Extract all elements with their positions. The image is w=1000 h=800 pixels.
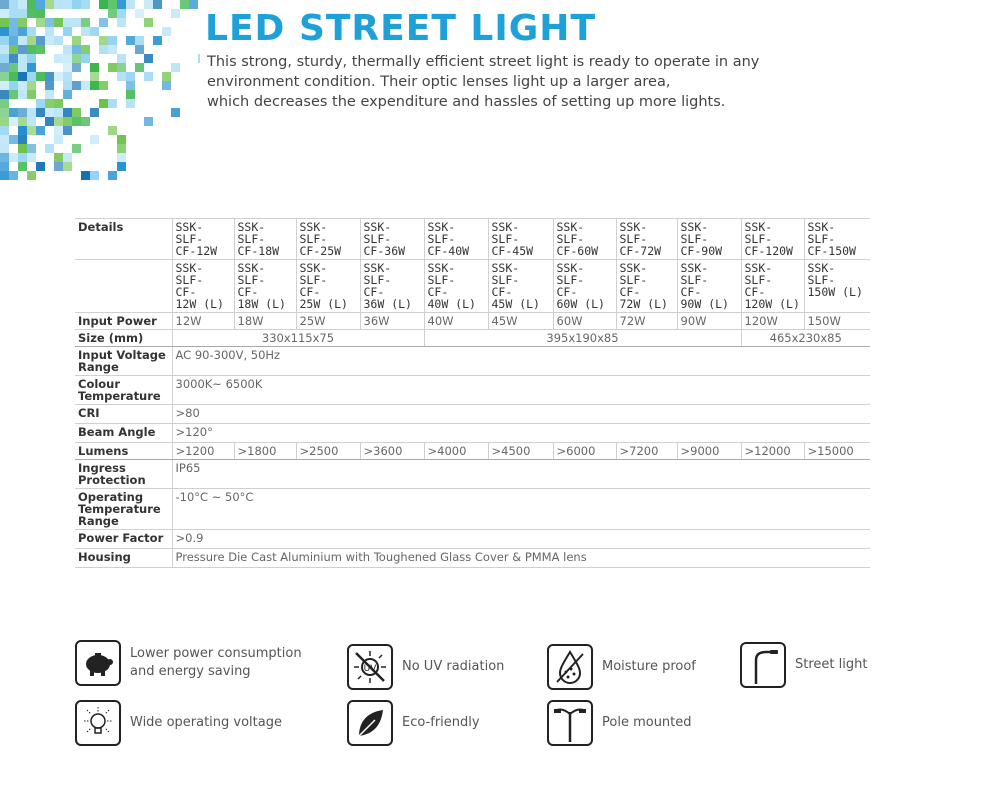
spec-table xyxy=(75,218,870,568)
model-cell: SSK- SLF- CF-25W xyxy=(296,219,360,260)
input-voltage-label: Input Voltage Range xyxy=(75,347,172,376)
input-power-cell: 60W xyxy=(553,313,616,330)
svg-text:UV: UV xyxy=(363,664,377,674)
housing-label: Housing xyxy=(75,549,172,568)
feature-label-line: and energy saving xyxy=(130,664,251,679)
input-power-cell: 25W xyxy=(296,313,360,330)
model-l-cell: SSK- SLF- 150W (L) xyxy=(804,260,870,313)
lumens-cell: >1200 xyxy=(172,443,234,460)
power-factor-label: Power Factor xyxy=(75,530,172,549)
feature-pole-mounted xyxy=(547,700,692,746)
feature-label-line: Lower power consumption xyxy=(130,646,302,661)
lumens-cell: >4500 xyxy=(488,443,553,460)
model-cell: SSK- SLF- CF-40W xyxy=(424,219,488,260)
lumens-row xyxy=(75,443,870,460)
lumens-cell: >2500 xyxy=(296,443,360,460)
input-power-cell: 45W xyxy=(488,313,553,330)
size-cell: 330x115x75 xyxy=(172,330,424,347)
lumens-cell: >15000 xyxy=(804,443,870,460)
model-l-cell: SSK- SLF- CF- 60W (L) xyxy=(553,260,616,313)
model-cell: SSK- SLF- CF-45W xyxy=(488,219,553,260)
input-power-row xyxy=(75,313,870,330)
lumens-cell: >12000 xyxy=(741,443,804,460)
housing-value: Pressure Die Cast Aluminium with Toughened Glass Cover & PMMA lens xyxy=(172,549,870,568)
models-row xyxy=(75,219,870,260)
model-cell: SSK- SLF- CF-60W xyxy=(553,219,616,260)
cri-value: >80 xyxy=(172,405,870,424)
beam-angle-label: Beam Angle xyxy=(75,424,172,443)
input-voltage-row xyxy=(75,347,870,376)
pole-mounted-icon xyxy=(547,700,593,746)
models-l-row xyxy=(75,260,870,313)
model-l-cell: SSK- SLF- CF- 120W (L) xyxy=(741,260,804,313)
model-l-cell: SSK- SLF- CF- 36W (L) xyxy=(360,260,424,313)
model-l-cell: SSK- SLF- CF- 25W (L) xyxy=(296,260,360,313)
lumens-label: Lumens xyxy=(75,443,172,460)
piggy-bank-icon xyxy=(75,640,121,686)
ingress-protection-row xyxy=(75,460,870,489)
housing-row xyxy=(75,549,870,568)
size-row xyxy=(75,330,870,347)
intro-line-1: This strong, sturdy, thermally efficient street light is ready to operate in any xyxy=(207,54,760,70)
model-cell: SSK- SLF- CF-12W xyxy=(172,219,234,260)
street-light-icon xyxy=(740,642,786,688)
lumens-cell: >3600 xyxy=(360,443,424,460)
details-label: Details xyxy=(75,219,172,260)
model-cell: SSK- SLF- CF-72W xyxy=(616,219,677,260)
empty-cell xyxy=(75,260,172,313)
feature-label-line: Moisture proof xyxy=(602,659,696,674)
size-cell: 395x190x85 xyxy=(424,330,741,347)
model-l-cell: SSK- SLF- CF- 45W (L) xyxy=(488,260,553,313)
ingress-protection-value: IP65 xyxy=(172,460,870,489)
power-factor-row xyxy=(75,530,870,549)
model-l-cell: SSK- SLF- CF- 90W (L) xyxy=(677,260,741,313)
feature-label-line: No UV radiation xyxy=(402,659,505,674)
intro-line-3: which decreases the expenditure and hassles of setting up more lights. xyxy=(207,94,726,110)
model-cell: SSK- SLF- CF-36W xyxy=(360,219,424,260)
page-title: LED STREET LIGHT xyxy=(205,8,596,49)
input-power-cell: 72W xyxy=(616,313,677,330)
feature-label-line: Eco-friendly xyxy=(402,715,480,730)
cri-label: CRI xyxy=(75,405,172,424)
model-l-cell: SSK- SLF- CF- 72W (L) xyxy=(616,260,677,313)
model-cell: SSK- SLF- CF-90W xyxy=(677,219,741,260)
ingress-protection-label: Ingress Protection xyxy=(75,460,172,489)
input-power-cell: 12W xyxy=(172,313,234,330)
colour-temperature-row xyxy=(75,376,870,405)
moisture-drop-icon xyxy=(547,644,593,690)
input-power-cell: 150W xyxy=(804,313,870,330)
intro-line-2: environment condition. Their optic lenses light up a larger area, xyxy=(207,74,671,90)
leaf-icon xyxy=(347,700,393,746)
feature-street-light xyxy=(740,642,867,688)
feature-label-line: Street light xyxy=(795,657,868,672)
input-power-cell: 40W xyxy=(424,313,488,330)
input-power-label: Input Power xyxy=(75,313,172,330)
lumens-cell: >1800 xyxy=(234,443,296,460)
size-cell: 465x230x85 xyxy=(741,330,870,347)
model-l-cell: SSK- SLF- CF- 40W (L) xyxy=(424,260,488,313)
input-voltage-value: AC 90-300V, 50Hz xyxy=(172,347,870,376)
operating-temperature-row xyxy=(75,489,870,530)
feature-wide-voltage xyxy=(75,700,282,746)
pixel-mosaic-graphic xyxy=(0,0,200,180)
colour-temperature-value: 3000K~ 6500K xyxy=(172,376,870,405)
feature-moisture-proof xyxy=(547,644,696,690)
operating-temperature-value: -10°C ~ 50°C xyxy=(172,489,870,530)
input-power-cell: 120W xyxy=(741,313,804,330)
size-label: Size (mm) xyxy=(75,330,172,347)
colour-temperature-label: Colour Temperature xyxy=(75,376,172,405)
input-power-cell: 18W xyxy=(234,313,296,330)
model-l-cell: SSK- SLF- CF- 12W (L) xyxy=(172,260,234,313)
power-factor-value: >0.9 xyxy=(172,530,870,549)
feature-label-line: Wide operating voltage xyxy=(130,715,282,730)
cri-row xyxy=(75,405,870,424)
lumens-cell: >9000 xyxy=(677,443,741,460)
operating-temperature-label: Operating Temperature Range xyxy=(75,489,172,530)
model-l-cell: SSK- SLF- CF- 18W (L) xyxy=(234,260,296,313)
beam-angle-row xyxy=(75,424,870,443)
feature-label-line: Pole mounted xyxy=(602,715,692,730)
feature-eco-friendly xyxy=(347,700,480,746)
lumens-cell: >6000 xyxy=(553,443,616,460)
beam-angle-value: >120° xyxy=(172,424,870,443)
feature-icons xyxy=(75,640,875,760)
input-power-cell: 36W xyxy=(360,313,424,330)
no-uv-icon xyxy=(347,644,393,690)
feature-energy-saving xyxy=(75,640,302,686)
intro-paragraph xyxy=(207,52,907,112)
lumens-cell: >4000 xyxy=(424,443,488,460)
model-cell: SSK- SLF- CF-120W xyxy=(741,219,804,260)
model-cell: SSK- SLF- CF-18W xyxy=(234,219,296,260)
input-power-cell: 90W xyxy=(677,313,741,330)
lumens-cell: >7200 xyxy=(616,443,677,460)
bulb-rays-icon xyxy=(75,700,121,746)
model-cell: SSK- SLF- CF-150W xyxy=(804,219,870,260)
feature-no-uv xyxy=(347,644,504,690)
